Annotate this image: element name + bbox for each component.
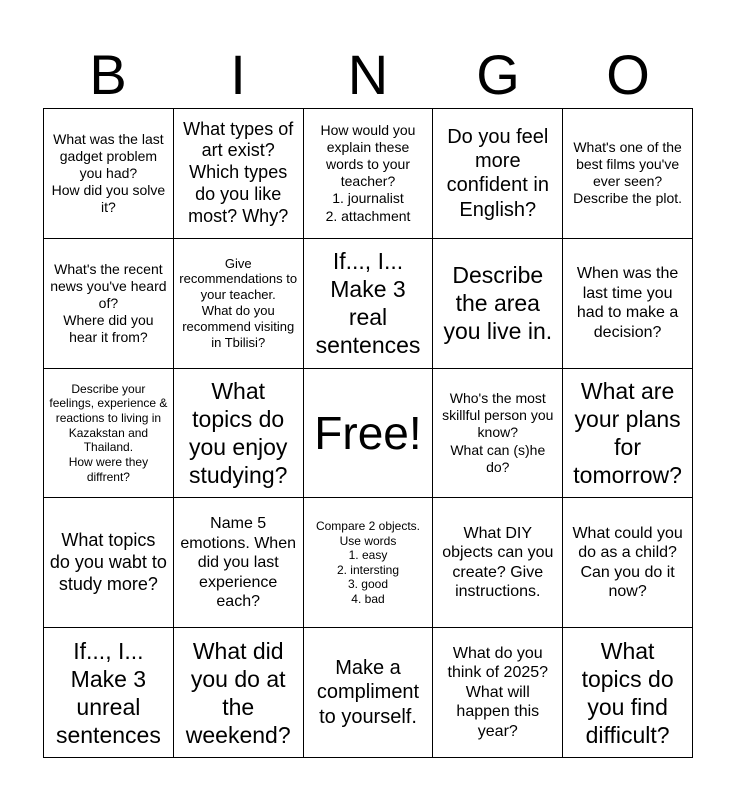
bingo-header: [43, 42, 693, 108]
bingo-cell-r4c2[interactable]: Name 5 emotions. When did you last experience each?: [174, 498, 304, 628]
bingo-cell-r1c5[interactable]: What's one of the best films you've ever seen? Describe the plot.: [563, 109, 693, 239]
bingo-cell-r2c2[interactable]: Give recommendations to your teacher. What do you recommend visiting in Tbilisi?: [174, 239, 304, 369]
bingo-cell-r1c1[interactable]: What was the last gadget problem you had? How did you solve it?: [44, 109, 174, 239]
bingo-cell-r2c4[interactable]: Describe the area you live in.: [433, 239, 563, 369]
bingo-cell-r1c4[interactable]: Do you feel more confident in English?: [433, 109, 563, 239]
header-letter-i: I: [230, 43, 246, 106]
bingo-cell-r3c1[interactable]: Describe your feelings, experience & reactions to living in Kazakstan and Thailand. How were they diffrent?: [44, 369, 174, 499]
bingo-cell-r4c5[interactable]: What could you do as a child? Can you do it now?: [563, 498, 693, 628]
header-letter-n: N: [347, 43, 389, 106]
header-letter-g: G: [476, 43, 520, 106]
bingo-free-space[interactable]: Free!: [304, 369, 434, 499]
bingo-cell-r1c3[interactable]: How would you explain these words to your teacher? 1. journalist 2. attachment: [304, 109, 434, 239]
bingo-cell-r2c5[interactable]: When was the last time you had to make a decision?: [563, 239, 693, 369]
bingo-cell-r4c4[interactable]: What DIY objects can you create? Give instructions.: [433, 498, 563, 628]
bingo-cell-r3c4[interactable]: Who's the most skillful person you know? What can (s)he do?: [433, 369, 563, 499]
bingo-card: [43, 108, 693, 758]
bingo-cell-r5c4[interactable]: What do you think of 2025? What will happen this year?: [433, 628, 563, 758]
bingo-cell-r5c5[interactable]: What topics do you find difficult?: [563, 628, 693, 758]
bingo-cell-r4c3[interactable]: Compare 2 objects. Use words 1. easy 2. intersting 3. good 4. bad: [304, 498, 434, 628]
bingo-cell-r5c3[interactable]: Make a compliment to yourself.: [304, 628, 434, 758]
bingo-cell-r4c1[interactable]: What topics do you wabt to study more?: [44, 498, 174, 628]
bingo-cell-r3c5[interactable]: What are your plans for tomorrow?: [563, 369, 693, 499]
bingo-cell-r5c2[interactable]: What did you do at the weekend?: [174, 628, 304, 758]
bingo-cell-r1c2[interactable]: What types of art exist? Which types do you like most? Why?: [174, 109, 304, 239]
bingo-cell-r5c1[interactable]: If..., I... Make 3 unreal sentences: [44, 628, 174, 758]
bingo-cell-r3c2[interactable]: What topics do you enjoy studying?: [174, 369, 304, 499]
bingo-cell-r2c3[interactable]: If..., I... Make 3 real sentences: [304, 239, 434, 369]
header-letter-o: O: [606, 43, 650, 106]
bingo-cell-r2c1[interactable]: What's the recent news you've heard of? Where did you hear it from?: [44, 239, 174, 369]
header-letter-b: B: [89, 43, 127, 106]
